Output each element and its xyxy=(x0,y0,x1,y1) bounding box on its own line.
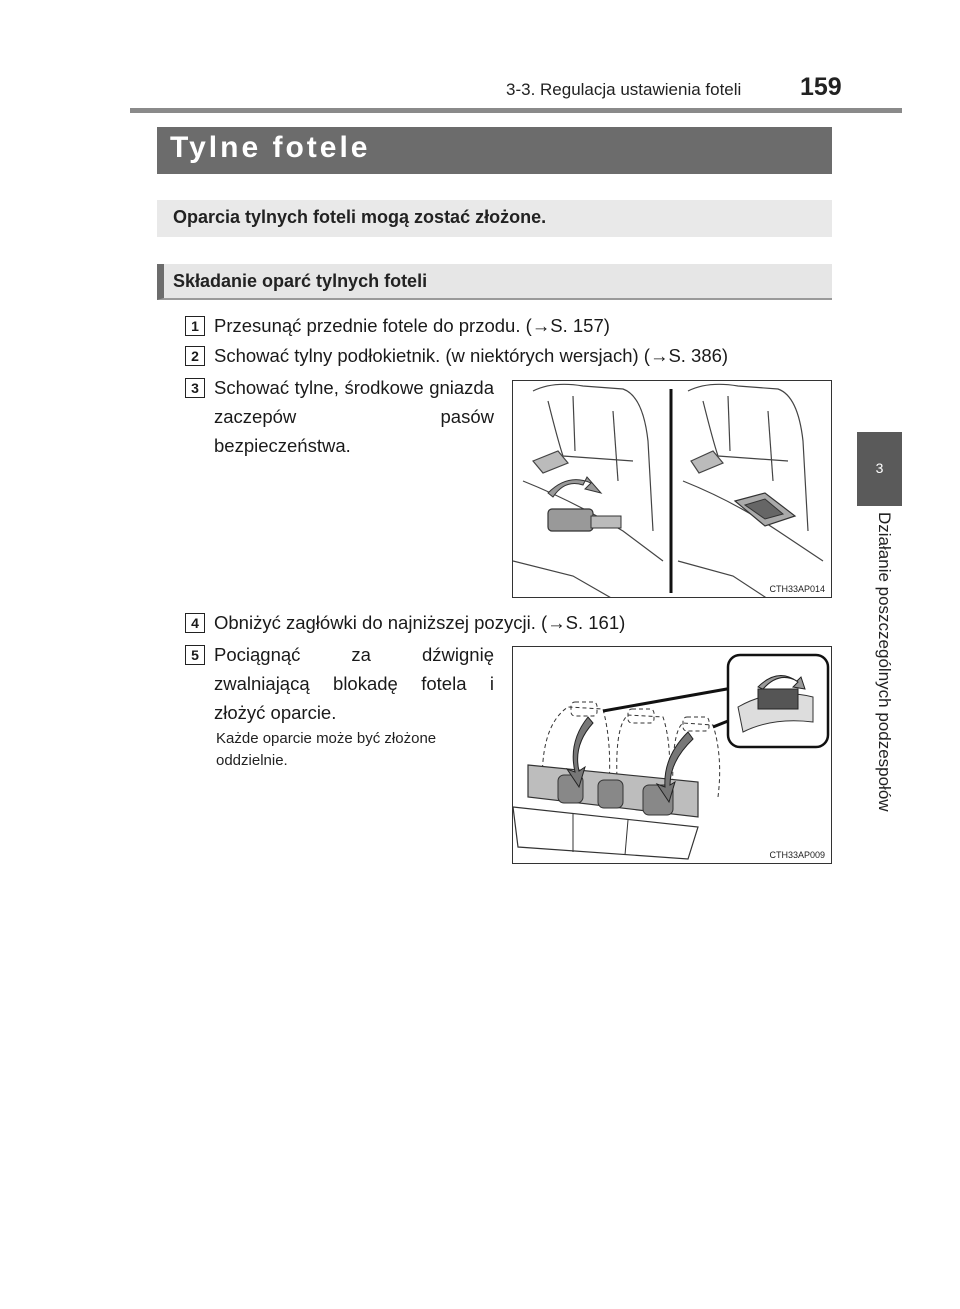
subsection-title: Składanie oparć tylnych foteli xyxy=(173,271,428,291)
running-header-section: 3-3. Regulacja ustawienia foteli xyxy=(506,80,742,99)
figure-code-1: CTH33AP014 xyxy=(769,584,825,594)
chapter-tab: 3 xyxy=(857,432,902,506)
step-number-5: 5 xyxy=(185,645,205,665)
figure-seatbelt-buckles xyxy=(512,380,832,598)
figure-code-2: CTH33AP009 xyxy=(769,850,825,860)
step-number-4: 4 xyxy=(185,613,205,633)
info-text: Oparcia tylnych foteli mogą zostać złożone. xyxy=(173,207,547,227)
page-number: 159 xyxy=(800,73,842,101)
step-3-text: Schować tylne, środkowe gniazda zaczepów pasów bezpieczeństwa. xyxy=(214,377,494,456)
step-1-text: Przesunąć przednie fotele do przodu. (→S. 157) xyxy=(214,315,610,336)
header-rule xyxy=(130,108,902,113)
chapter-title-vertical: Działanie poszczególnych podzespołów xyxy=(875,512,894,812)
figure-fold-seatbacks xyxy=(512,646,832,864)
seatbelt-buckle-illustration xyxy=(513,381,832,598)
step-5-text: Pociągnąć za dźwignię zwalniającą blokadę fotela i złożyć oparcie. xyxy=(214,644,494,723)
step-number-3: 3 xyxy=(185,378,205,398)
step-2-text: Schować tylny podłokietnik. (w niektórych wersjach) (→S. 386) xyxy=(214,345,729,366)
fold-seatback-illustration xyxy=(513,647,832,864)
step-5-note: Każde oparcie może być złożone oddzielnie. xyxy=(216,730,437,769)
step-number-2: 2 xyxy=(185,346,205,366)
page-title: Tylne fotele xyxy=(170,131,371,164)
step-4-text: Obniżyć zagłówki do najniższej pozycji. (→S. 161) xyxy=(214,612,626,633)
step-number-1: 1 xyxy=(185,316,205,336)
